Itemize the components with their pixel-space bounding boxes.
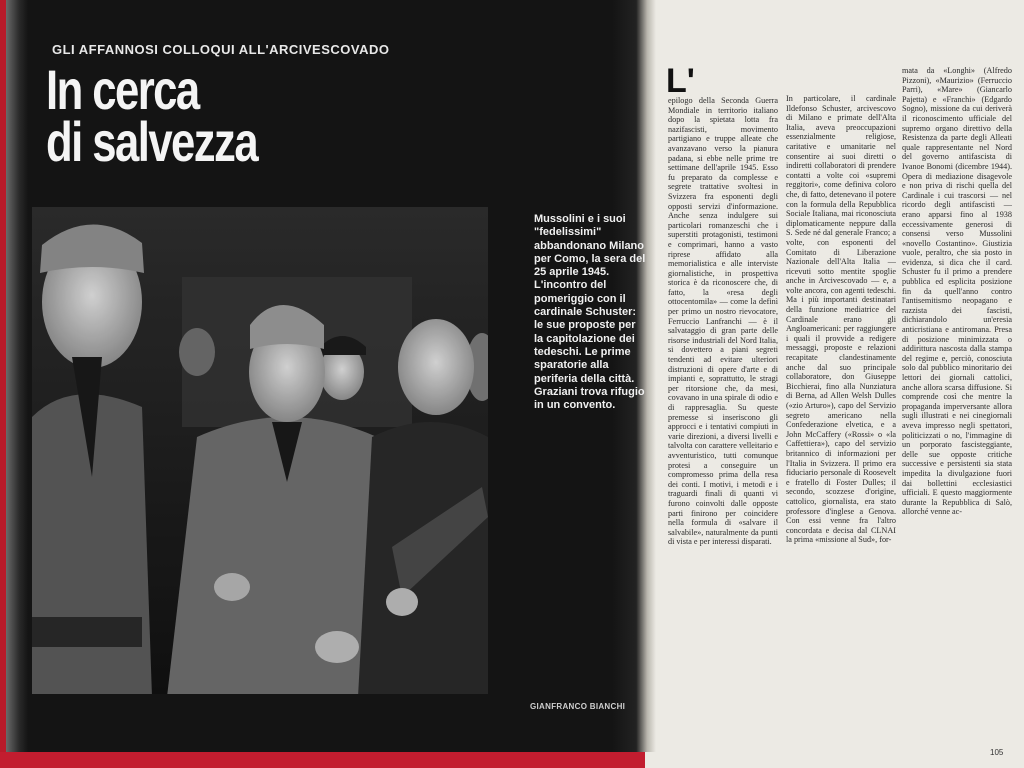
photo-caption: Mussolini e i suoi "fedelissimi" abbandonano Milano per Como, la sera del 25 aprile 1945. L'incontro del pomeriggio con il cardinale Schuster: le sue proposte per la capitolazione dei tedeschi. Le prime sparatorie alla periferia della città. Graziani trova rifugio in un convento. [534,213,646,412]
table-surface [0,752,645,768]
page-number: 105 [990,748,1004,757]
headline [46,58,258,173]
article-column-1: epilogo della Seconda Guerra Mondiale in territorio italiano dopo la spietata lotta fra nazifascisti, movimento partigiano e truppe alleate che avanzavano verso la pianura padana, si ebbe nelle prime tre settimane dell'aprile 1945. Esso fu preparato da complesse e segrete trattative svoltesi in Svizzera fra esponenti degli opposti servizi d'informazione. Anche senza indulgere sui particolari romanzeschi che i superstiti protagonisti, testimoni e comprimari, hanno a vasto riprese affidato alla memorialistica e alle interviste giornalistiche, in prospettiva storica è da riconoscere che, di fatto, la «resa degli ottocentomila» — come la definì per primo un nostro rievocatore, Ferruccio Lanfranchi — è il salvataggio di gran parte delle risorse industriali del Nord Italia, si dovettero a piani segreti tendenti ad evitare ulteriori distruzioni di opere d'arte e di impianti e, soprattutto, le stragi per ritorsione che, da mesi, covavano in una spirale di odio e di rappresaglia. Su queste premesse si inseriscono gli approcci e i tentativi compiuti in varie direzioni, a diversi livelli e talvolta con carattere velleitario e avventuristico, tutti comunque protesi a conseguire un compromesso prima della resa dei conti. I motivi, i metodi e i traguardi finali di quanti vi furono coinvolti dalle opposte parti finirono per coincidere nella formula di «salvare il salvabile», naturalmente da punti di vista e per interessi disparati. [668,96,778,547]
page-edge [6,0,28,752]
article-column-2: In particolare, il cardinale Ildefonso Schuster, arcivescovo di Milano e primate dell'Alta Italia, aveva preoccupazioni essenzialmente religiose, caritative e umanitarie nel consentire ai suoi diretti o indiretti collaboratori di prendere contatti a volte coi «supremi reggitori», come definiva coloro che, di fatto, detenevano il potere con la formula della Repubblica Sociale Italiana, mai riconosciuta diplomaticamente neppure dalla S. Sede né dal generale Franco; a volte, con esponenti del Comitato di Liberazione Nazionale dell'Alta Italia — ricevuti sotto mentite spoglie anche in Arcivescovado — e, a volte ancora, con agenti tedeschi. Ma i più importanti destinatari della funzione mediatrice del Cardinale erano gli Angloamericani: per raggiungere i quali il provvide a redigere messaggi, proposte e relazioni recapitate clandestinamente anche dal suo principale collaboratore, don Giuseppe Bicchierai, fino alla Nunziatura di Berna, ad Allen Welsh Dulles («zio Arturo»), capo del Servizio segreto americano nella Confederazione elvetica, e a John McCaffery («Rossi» o «la Caffettiera»), capo del servizio britannico di informazioni per l'Italia in Svizzera. Il primo era fiduciario personale di Roosevelt e fratello di Foster Dulles; il secondo, scozzese d'origine, cattolico, giornalista, era stato professore d'inglese a Genova. Con essi venne fra l'altro concordata e decisa dal CLNAI la prima «missione al Sud», for- [786,94,896,545]
kicker: GLI AFFANNOSI COLLOQUI ALL'ARCIVESCOVADO [52,42,390,57]
headline-line-2: di salvezza [46,110,258,173]
headline-line-1: In cerca [46,58,199,121]
drop-cap: L' [666,62,695,100]
article-column-3: mata da «Longhi» (Alfredo Pizzoni), «Maurizio» (Ferruccio Parri), «Mare» (Giancarlo Pajetta) e «Franchi» (Edgardo Sogno), missione da cui deriverà il riconoscimento ufficiale del supremo organo direttivo della Resistenza da parte degli Alleati quale rappresentante nel Nord del governo antifascista di Ivanoe Bonomi (dicembre 1944). Opera di mediazione disagevole e non priva di rischi quella del Cardinale i cui trascorsi — nel ricordo degli antifascisti — erano apparsi fino al 1938 eccessivamente generosi di consensi verso Mussolini «novello Costantino». Giustizia vuole, peraltro, che sia posto in evidenza, si dica che il card. Schuster fu il primo a prendere pubblica ed esplicita posizione fin da quell'anno contro l'antisemitismo neopagano e razzista dei fascisti, dichiarandolo un'eresia anticristiana e antiromana. Presa di posizione minimizzata o addirittura nascosta dalla stampa del regime e, perciò, conosciuta solo dal pubblico minoritario dei lettori dei giornali cattolici, anche allora scarsa diffusione. Si comprende così che mentre la propaganda imperversante allora sugli illustrati e nei cinegiornali aveva impresso negli spettatori, politicizzati o no, l'immagine di un porporato fascisteggiante, delle sue opposte critiche successive e persistenti sia stata impedita la divulgazione fuori dai bollettini ecclesiastici ufficiali. E questo maggiormente durante la Repubblica di Salò, allorché venne ac- [902,66,1012,517]
archival-photo [32,207,488,694]
photo-illustration [32,207,488,694]
author-byline: GIANFRANCO BIANCHI [530,702,626,711]
